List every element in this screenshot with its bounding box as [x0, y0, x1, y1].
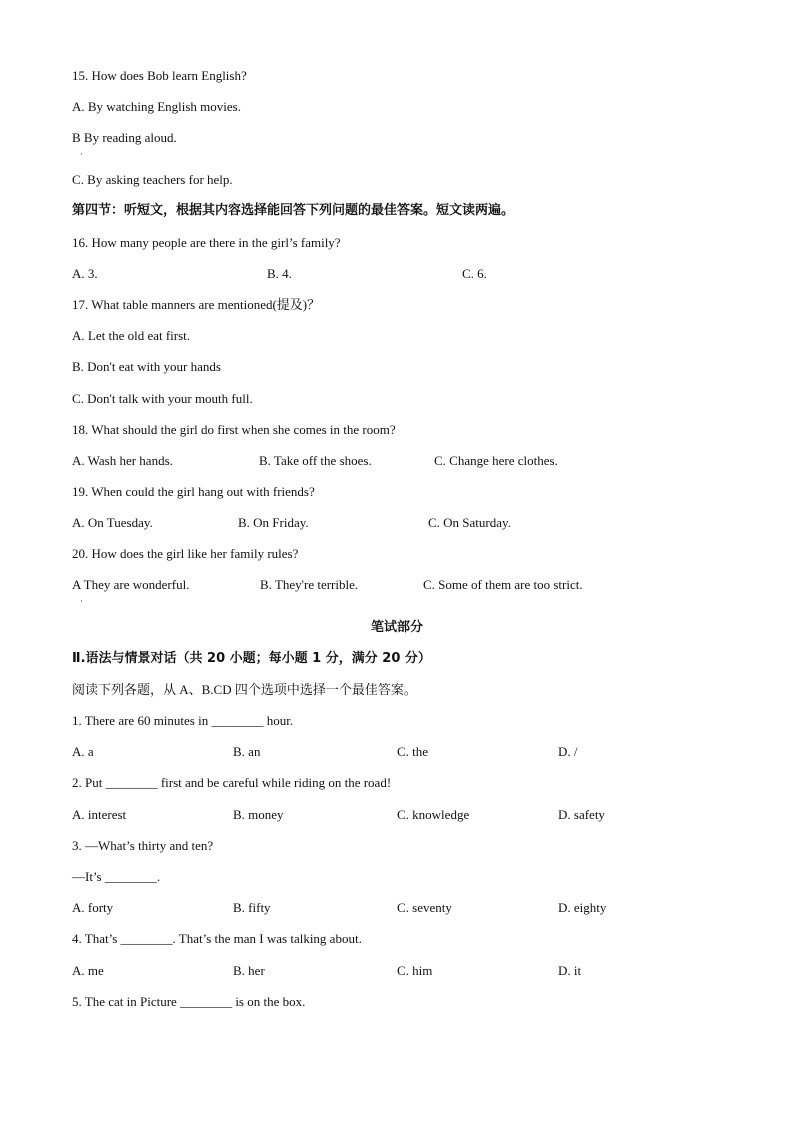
question-19-option-a: A. On Tuesday. — [72, 515, 153, 530]
grammar-question-2-stem: 2. Put ________ first and be careful while riding on the road! — [72, 775, 392, 790]
grammar-question-2-option-c: C. knowledge — [397, 807, 470, 822]
question-15-option-a: A. By watching English movies. — [72, 99, 241, 114]
grammar-question-4-option-a: A. me — [72, 963, 104, 978]
question-20-option-a: A They are wonderful. — [72, 577, 190, 592]
question-16-option-c: C. 6. — [462, 266, 487, 281]
grammar-question-3-option-a: A. forty — [72, 900, 114, 915]
question-15-option-b: B By reading aloud. — [72, 130, 177, 145]
grammar-question-3-stem: 3. —What’s thirty and ten? — [72, 838, 214, 853]
written-part-title: 笔试部分 — [370, 620, 423, 635]
grammar-question-4-stem: 4. That’s ________. That’s the man I was talking about. — [72, 931, 362, 946]
question-15-option-c: C. By asking teachers for help. — [72, 172, 233, 187]
question-17-option-a: A. Let the old eat first. — [72, 328, 191, 343]
grammar-question-4-option-c: C. him — [397, 963, 433, 978]
section-4-heading: 第四节：听短文，根据其内容选择能回答下列问题的最佳答案。短文读两遍。 — [72, 203, 515, 218]
question-17-option-c: C. Don't talk with your mouth full. — [72, 391, 253, 406]
grammar-question-3-response: —It’s ________. — [72, 869, 161, 884]
question-16-option-b: B. 4. — [267, 266, 292, 281]
question-17-stem: 17. What table manners are mentioned(提及)？ — [72, 297, 321, 312]
question-19-stem: 19. When could the girl hang out with friends? — [72, 484, 315, 499]
grammar-question-4-option-b: B. her — [233, 963, 265, 978]
option-b-dot-mark: · — [80, 149, 83, 159]
question-16-stem: 16. How many people are there in the girl’s family? — [72, 235, 341, 250]
grammar-question-1-option-d: D. / — [558, 744, 578, 759]
grammar-question-2-option-d: D. safety — [558, 807, 605, 822]
grammar-question-1-option-c: C. the — [397, 744, 429, 759]
grammar-question-3-option-c: C. seventy — [397, 900, 452, 915]
question-19-option-c: C. On Saturday. — [428, 515, 511, 530]
grammar-question-4-option-d: D. it — [558, 963, 582, 978]
question-17-option-b: B. Don't eat with your hands — [72, 359, 221, 374]
grammar-question-2-option-b: B. money — [233, 807, 284, 822]
question-19-option-b: B. On Friday. — [238, 515, 309, 530]
question-16-option-a: A. 3. — [72, 266, 98, 281]
grammar-question-3-option-d: D. eighty — [558, 900, 607, 915]
grammar-question-1-option-b: B. an — [233, 744, 261, 759]
option-a-dot-mark: · — [80, 596, 83, 606]
question-20-stem: 20. How does the girl like her family rules? — [72, 546, 299, 561]
section-2-heading: Ⅱ.语法与情景对话（共 20 小题；每小题 1 分，满分 20 分） — [72, 651, 431, 666]
grammar-question-1-option-a: A. a — [72, 744, 94, 759]
question-18-stem: 18. What should the girl do first when she comes in the room? — [72, 422, 396, 437]
question-18-option-c: C. Change here clothes. — [434, 453, 558, 468]
grammar-question-5-stem: 5. The cat in Picture ________ is on the box. — [72, 994, 306, 1009]
question-20-option-b: B. They're terrible. — [260, 577, 359, 592]
section-2-instruction: 阅读下列各题，从 A、B.CD 四个选项中选择一个最佳答案。 — [72, 682, 417, 697]
question-18-option-b: B. Take off the shoes. — [259, 453, 372, 468]
grammar-question-1-stem: 1. There are 60 minutes in ________ hour. — [72, 713, 294, 728]
question-15-stem: 15. How does Bob learn English? — [72, 68, 247, 83]
question-20-option-c: C. Some of them are too strict. — [423, 577, 583, 592]
grammar-question-2-option-a: A. interest — [72, 807, 127, 822]
grammar-question-3-option-b: B. fifty — [233, 900, 271, 915]
question-18-option-a: A. Wash her hands. — [72, 453, 173, 468]
